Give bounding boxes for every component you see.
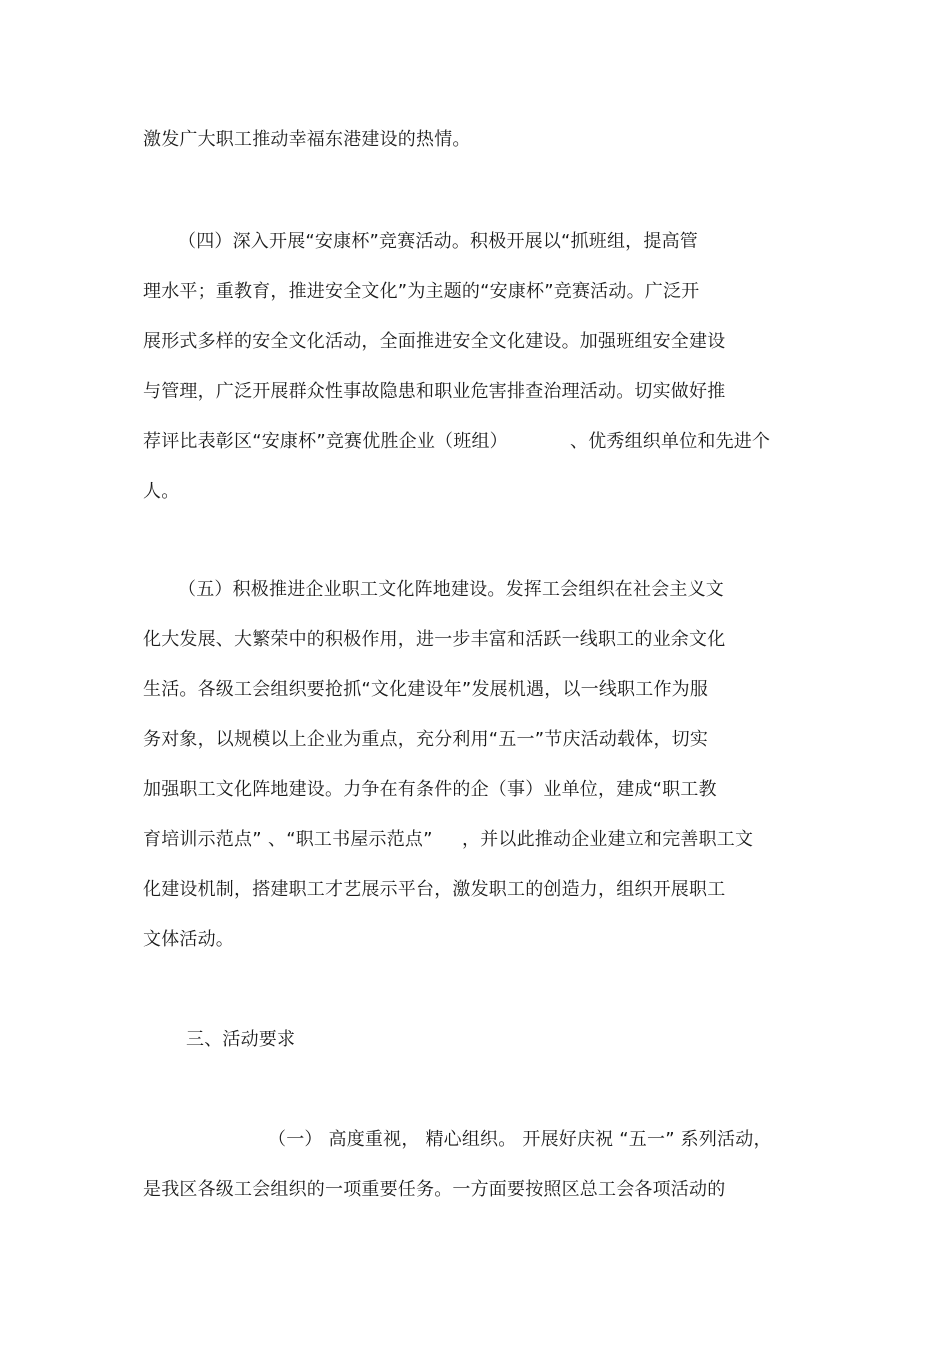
text-line: 展形式多样的安全文化活动，全面推进安全文化建设。加强班组安全建设 bbox=[143, 331, 726, 352]
text-line: 与管理，广泛开展群众性事故隐患和职业危害排查治理活动。切实做好推 bbox=[143, 381, 726, 402]
text-line: 加强职工文化阵地建设。力争在有条件的企（事）业单位，建成“职工教 bbox=[143, 779, 717, 800]
text-line: 、优秀组织单位和先进个 bbox=[570, 431, 771, 452]
section-heading: 三、活动要求 bbox=[186, 1029, 296, 1050]
text-line: ，并以此推动企业建立和完善职工文 bbox=[462, 829, 754, 850]
text-line: 荐评比表彰区“安康杯”竞赛优胜企业（班组） bbox=[143, 431, 508, 452]
text-line: 化建设机制，搭建职工才艺展示平台，激发职工的创造力，组织开展职工 bbox=[143, 879, 726, 900]
text-line: 文体活动。 bbox=[143, 929, 234, 950]
text-line: 是我区各级工会组织的一项重要任务。一方面要按照区总工会各项活动的 bbox=[143, 1179, 726, 1200]
text-line: 人。 bbox=[143, 481, 180, 502]
text-line: 务对象，以规模以上企业为重点，充分利用“五一”节庆活动载体，切实 bbox=[143, 729, 709, 750]
text-line: 化大发展、大繁荣中的积极作用，进一步丰富和活跃一线职工的业余文化 bbox=[143, 629, 726, 650]
text-line: （一） 高度重视， 精心组织。 开展好庆祝 “五一” 系列活动， bbox=[268, 1129, 772, 1150]
text-line: 生活。各级工会组织要抢抓“文化建设年”发展机遇，以一线职工作为服 bbox=[143, 679, 709, 700]
text-line: 理水平；重教育，推进安全文化”为主题的“安康杯”竞赛活动。广泛开 bbox=[143, 281, 700, 302]
text-line: 育培训示范点” bbox=[143, 829, 262, 850]
text-line: （五）积极推进企业职工文化阵地建设。发挥工会组织在社会主义文 bbox=[178, 579, 724, 600]
text-line: 激发广大职工推动幸福东港建设的热情。 bbox=[143, 129, 471, 150]
text-line: （四）深入开展“安康杯”竞赛活动。积极开展以“抓班组，提高管 bbox=[178, 231, 698, 252]
text-line: 、“职工书屋示范点” bbox=[268, 829, 433, 850]
